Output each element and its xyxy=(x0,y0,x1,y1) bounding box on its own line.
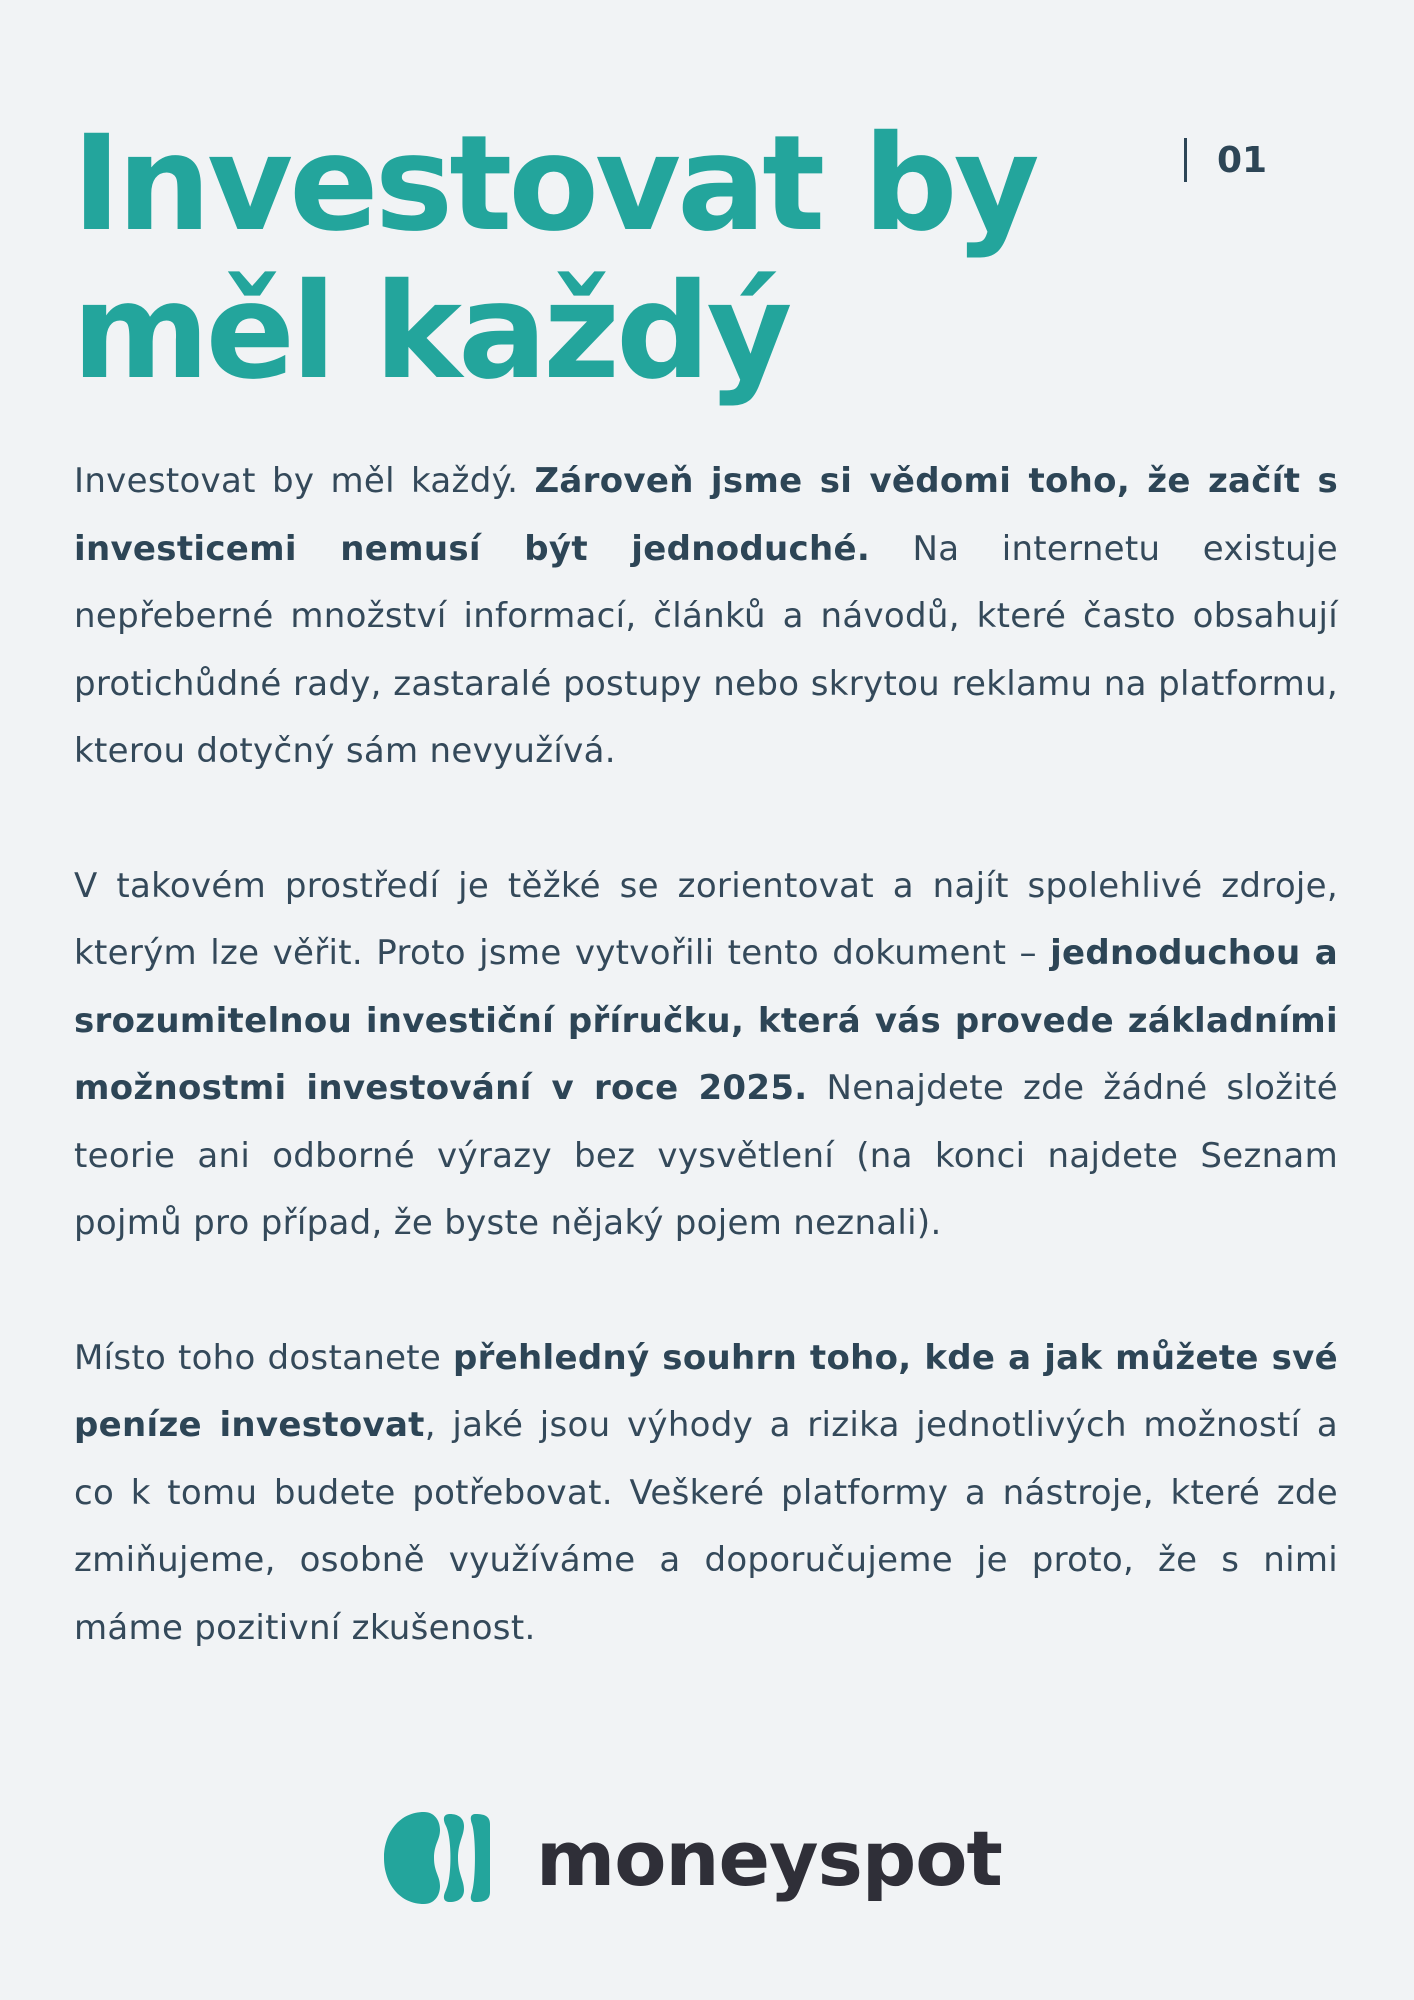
paragraph-3 xyxy=(74,1325,1338,1663)
paragraph-3-highlight: přehledný souhrn toho, kde a jak můžete své peníze investovat xyxy=(74,1337,1338,1445)
body-text xyxy=(74,448,1338,1729)
moneyspot-logo-icon xyxy=(384,1810,500,1906)
page-number-divider xyxy=(1184,138,1187,182)
paragraph-1-highlight: Zároveň jsme si vědomi toho, že začít s investicemi nemusí být jednoduché. xyxy=(74,461,1339,569)
paragraph-1 xyxy=(74,448,1338,786)
paragraph-3-segment: Místo toho dostanete xyxy=(74,1337,453,1378)
page-title-line-1: Investovat by xyxy=(72,107,1036,261)
page-title-line-2: měl každý xyxy=(72,255,789,409)
paragraph-3-segment: , jaké jsou výhody a rizika jednotlivých možností a co k tomu budete potřebovat. Veškeré platformy a nástroje, které zde zmiňujeme, osobně využíváme a doporučujeme je proto, že s nimi máme pozitivní zkušenost. xyxy=(74,1405,1338,1648)
page-number-value: 01 xyxy=(1217,139,1268,181)
paragraph-2-segment: Nenajdete zde žádné složité teorie ani odborné výrazy bez vysvětlení (na konci najdete Seznam pojmů pro případ, že byste nějaký pojem neznali). xyxy=(74,1068,1338,1243)
page-number xyxy=(1184,138,1267,182)
moneyspot-logo xyxy=(384,1810,1002,1906)
moneyspot-logo-text: moneyspot xyxy=(536,1813,1002,1903)
paragraph-2-segment: V takovém prostředí je těžké se zorientovat a najít spolehlivé zdroje, kterým lze věřit. Proto jsme vytvořili tento dokument – xyxy=(74,865,1338,973)
page-title xyxy=(72,107,1172,409)
paragraph-2 xyxy=(74,853,1338,1258)
paragraph-2-highlight: jednoduchou a srozumitelnou investiční příručku, která vás provede základními možnostmi investování v roce 2025. xyxy=(74,933,1338,1108)
paragraph-1-segment: Na internetu existuje nepřeberné množství informací, článků a návodů, které často obsahují protichůdné rady, zastaralé postupy nebo skrytou reklamu na platformu, kterou dotyčný sám nevyužívá. xyxy=(74,528,1338,771)
paragraph-1-segment: Investovat by měl každý. xyxy=(74,461,535,501)
